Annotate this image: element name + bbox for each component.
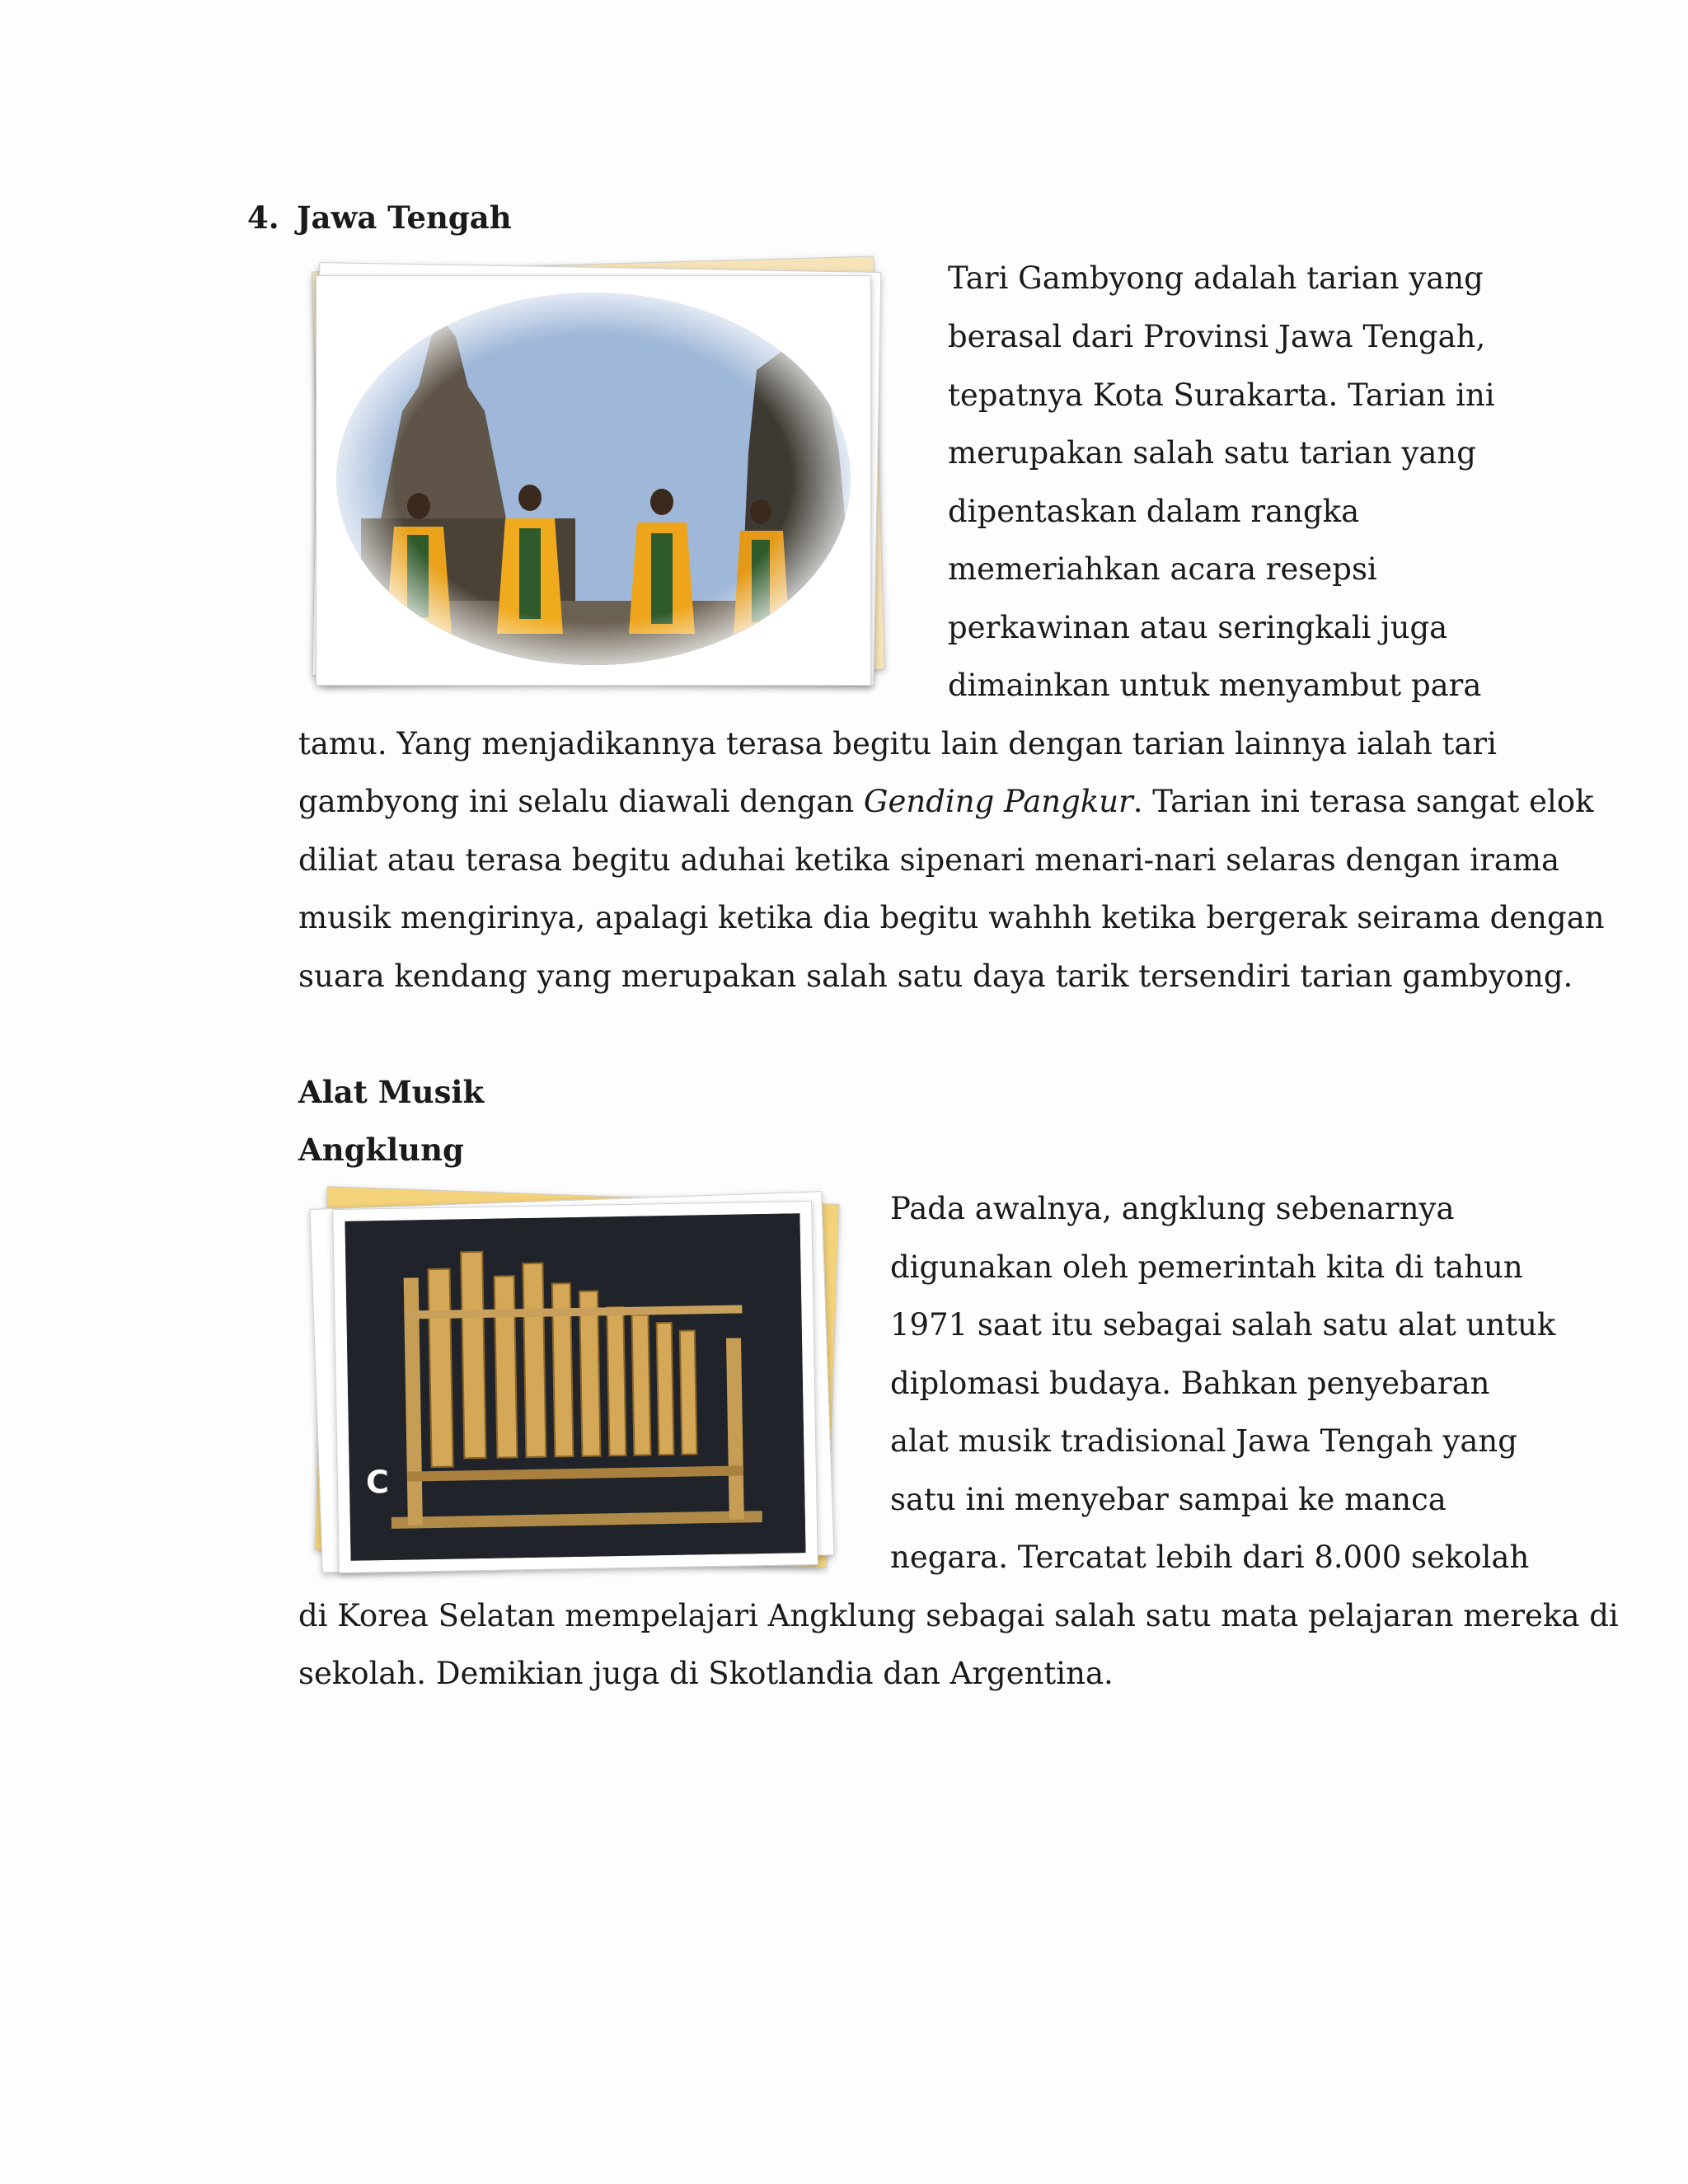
angklung-line: di Korea Selatan mempelajari Angklung sebagai salah satu mata pelajaran mereka di [298, 1598, 1619, 1633]
angklung-photo [309, 1188, 853, 1584]
photo-letter: C [365, 1463, 390, 1501]
angklung-line: negara. Tercatat lebih dari 8.000 sekolah [890, 1540, 1530, 1575]
tari-line: musik mengirinya, apalagi ketika dia begitu wahhh ketika bergerak seirama dengan [298, 900, 1605, 935]
tari-line: dipentaskan dalam rangka [948, 494, 1360, 529]
angklung-line: satu ini menyebar sampai ke manca [890, 1482, 1447, 1517]
tari-line: tepatnya Kota Surakarta. Tarian ini [948, 377, 1495, 413]
tari-line: Tari Gambyong adalah tarian yang [948, 260, 1484, 296]
tari-line: merupakan salah satu tarian yang [948, 435, 1476, 471]
angklung-line: Pada awalnya, angklung sebenarnya [890, 1191, 1455, 1226]
tari-line: diliat atau terasa begitu aduhai ketika sipenari menari-nari selaras dengan irama [298, 842, 1560, 878]
section-title: Jawa Tengah [297, 199, 512, 236]
angklung-line: digunakan oleh pemerintah kita di tahun [890, 1249, 1523, 1285]
section-heading [247, 199, 512, 236]
tari-text: gambyong ini selalu diawali dengan [298, 784, 864, 819]
angklung-line: 1971 saat itu sebagai salah satu alat untuk [890, 1307, 1556, 1343]
tari-line: perkawinan atau seringkali juga [948, 610, 1448, 645]
gending-pangkur-term: Gending Pangkur [863, 784, 1133, 819]
angklung-line: sekolah. Demikian juga di Skotlandia dan Argentina. [298, 1656, 1114, 1691]
tari-line: suara kendang yang merupakan salah satu daya tarik tersendiri tarian gambyong. [298, 958, 1573, 994]
alat-musik-heading: Alat Musik [298, 1074, 485, 1110]
tari-line: berasal dari Provinsi Jawa Tengah, [948, 319, 1486, 354]
tari-line: memeriahkan acara resepsi [948, 551, 1377, 587]
tari-text: . Tarian ini terasa sangat elok [1132, 784, 1594, 819]
angklung-line: diplomasi budaya. Bahkan penyebaran [890, 1366, 1490, 1401]
angklung-heading: Angklung [298, 1132, 464, 1168]
gambyong-photo [309, 257, 886, 702]
tari-line: tamu. Yang menjadikannya terasa begitu lain dengan tarian lainnya ialah tari [298, 726, 1497, 762]
tari-line: dimainkan untuk menyambut para [948, 668, 1482, 703]
angklung-line: alat musik tradisional Jawa Tengah yang [890, 1423, 1517, 1459]
section-number: 4. [247, 199, 279, 236]
tari-line [298, 786, 1594, 817]
